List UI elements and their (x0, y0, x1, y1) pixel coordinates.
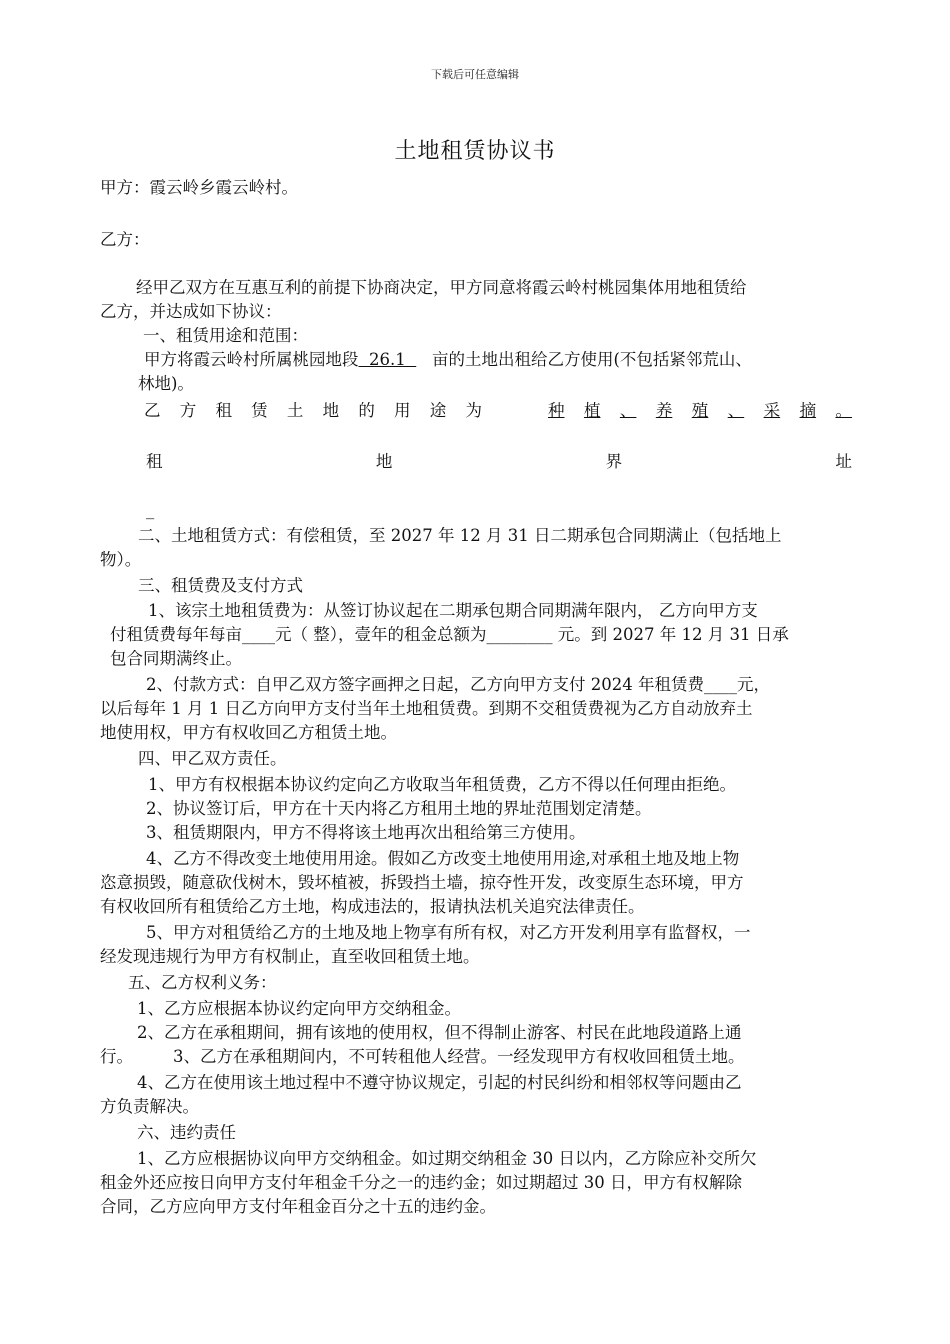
section-4-item-4-line-1: 4、乙方不得改变土地使用用途。假如乙方改变土地使用用途,对承租土地及地上物 (146, 849, 740, 868)
land-use-value (498, 399, 852, 423)
section-5-item-2-line-2 (100, 1045, 852, 1069)
land-boundary-char: 地 (375, 452, 393, 471)
section-1-para-1-cont: 林地)。 (138, 374, 194, 393)
area-text-before: 甲方将霞云岭村所属桃园地段 (144, 350, 359, 369)
land-use-value-char: 植 (583, 401, 601, 420)
section-5-title: 五、乙方权利义务： (128, 973, 277, 992)
land-use-value-char: 采 (763, 401, 781, 420)
land-use-label-char: 租 (215, 401, 232, 420)
land-use-label-char: 赁 (251, 401, 268, 420)
section-1-para-1 (144, 348, 852, 372)
section-3-item-1-line-3: 包合同期满终止。 (110, 649, 242, 668)
section-4-item-4-line-3: 有权收回所有租赁给乙方土地，构成违法的，报请执法机关追究法律责任。 (100, 897, 645, 916)
land-use-value-char: 种 (548, 401, 565, 420)
land-boundary-char: 址 (835, 452, 852, 471)
section-3-item-1-line-1: 1、该宗土地租赁费为：从签订协议起在二期承包期合同期满年限内， 乙方向甲方支 (148, 601, 758, 620)
section-1-title: 一、租赁用途和范围： (143, 326, 308, 345)
land-use-value-char: 。 (835, 401, 852, 420)
land-use-label-char: 地 (322, 401, 340, 420)
area-text-after: 亩的土地出租给乙方使用(不包括紧邻荒山、 (431, 350, 752, 369)
section-5-item-4-line-2: 方负责解决。 (100, 1097, 199, 1116)
land-use-label-char: 乙 (144, 401, 161, 420)
area-value: 26.1 (358, 350, 417, 369)
land-use-value-char: 殖 (691, 401, 709, 420)
section-4-item-5-line-1: 5、甲方对租赁给乙方的土地及地上物享有所有权，对乙方开发利用享有监督权，一 (146, 923, 751, 942)
land-use-line (144, 399, 852, 423)
document-title: 土地租赁协议书 (394, 139, 556, 164)
section-6-title: 六、违约责任 (137, 1123, 236, 1142)
land-use-value-char: 、 (619, 401, 637, 420)
section-4-item-4-line-2: 恣意损毁，随意砍伐树木，毁坏植被，拆毁挡土墙，掠夺性开发，改变原生态环境，甲方 (100, 873, 744, 892)
land-use-label-char: 途 (429, 401, 447, 420)
section-6-item-1-line-2: 租金外还应按日向甲方支付年租金千分之一的违约金；如过期超过 30 日，甲方有权解除 (100, 1173, 742, 1192)
intro-line-1: 经甲乙双方在互惠互利的前提下协商决定，甲方同意将霞云岭村桃园集体用地租赁给 (136, 278, 747, 297)
section-4-item-1: 1、甲方有权根据本协议约定向乙方收取当年租赁费，乙方不得以任何理由拒绝。 (148, 775, 736, 794)
land-use-label-char: 用 (394, 401, 411, 420)
section-3-item-2-line-1: 2、付款方式：自甲乙双方签字画押之日起，乙方向甲方支付 2024 年租赁费____元， (146, 675, 770, 694)
header-note: 下载后可任意编辑 (431, 68, 519, 81)
section-4-item-2: 2、协议签订后，甲方在十天内将乙方租用土地的界址范围划定清楚。 (146, 799, 652, 818)
section-5-item-4-line-1: 4、乙方在使用该土地过程中不遵守协议规定，引起的村民纠纷和相邻权等问题由乙 (137, 1073, 742, 1092)
section-3-item-2-line-3: 地使用权，甲方有权收回乙方租赁土地。 (100, 723, 397, 742)
section-5-item-2-line-1: 2、乙方在承租期间，拥有该地的使用权，但不得制止游客、村民在此地段道路上通 (137, 1023, 742, 1042)
section-6-item-1-line-3: 合同，乙方应向甲方支付年租金百分之十五的违约金。 (100, 1197, 496, 1216)
section-5-item-2-end: 行。 (100, 1047, 133, 1066)
land-use-value-char: 、 (727, 401, 745, 420)
section-4-item-3: 3、租赁期限内，甲方不得将该土地再次出租给第三方使用。 (146, 823, 586, 842)
party-a-line: 甲方：霞云岭乡霞云岭村。 (100, 178, 298, 197)
land-boundary-char: 界 (605, 452, 623, 471)
land-boundary-blank: _ (146, 500, 155, 519)
section-5-item-1: 1、乙方应根据本协议约定向甲方交纳租金。 (137, 999, 461, 1018)
section-5-item-3: 3、乙方在承租期间内，不可转租他人经营。一经发现甲方有权收回租赁土地。 (173, 1047, 745, 1066)
section-2-line-2: 物）。 (100, 550, 142, 569)
land-use-label-char: 的 (358, 401, 375, 420)
section-2-line-1: 二、土地租赁方式：有偿租赁，至 2027 年 12 月 31 日二期承包合同期满止（包括地上 (138, 526, 782, 545)
section-6-item-1-line-1: 1、乙方应根据协议向甲方交纳租金。如过期交纳租金 30 日以内，乙方除应补交所欠 (137, 1149, 757, 1168)
section-3-item-1-line-2: 付租赁费每年每亩____元（ 整），壹年的租金总额为________ 元。到 2027 年 12 月 31 日承 (110, 625, 789, 644)
intro-line-2: 乙方，并达成如下协议： (100, 302, 282, 321)
section-3-title: 三、租赁费及支付方式 (138, 576, 303, 595)
section-4-title: 四、甲乙双方责任。 (138, 749, 287, 768)
land-use-label-char: 土 (286, 401, 304, 420)
land-use-value-char: 养 (655, 401, 673, 420)
section-3-item-2-line-2: 以后每年 1 月 1 日乙方向甲方支付当年土地租赁费。到期不交租赁费视为乙方自动放弃土 (100, 699, 753, 718)
section-4-item-5-line-2: 经发现违规行为甲方有权制止，直至收回租赁土地。 (100, 947, 480, 966)
land-boundary-line (146, 450, 852, 474)
land-boundary-char: 租 (146, 452, 163, 471)
party-b-line: 乙方： (100, 230, 150, 249)
land-use-label-char: 方 (179, 401, 197, 420)
land-use-label-char: 为 (465, 401, 482, 420)
land-use-value-char: 摘 (799, 401, 817, 420)
land-use-label (144, 399, 482, 423)
